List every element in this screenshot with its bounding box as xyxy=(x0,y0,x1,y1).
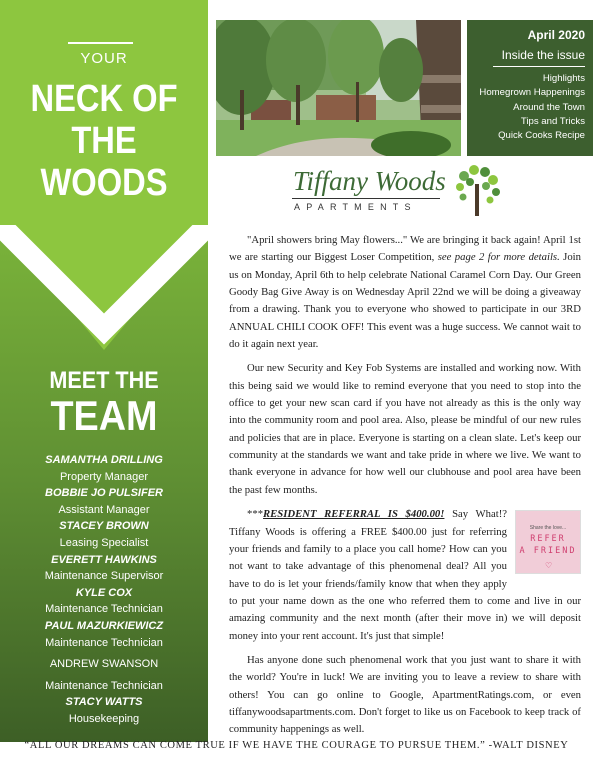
staff-name: PAUL MAZURKIEWICZ xyxy=(44,619,164,632)
p3-rest: Say What!? Tiffany Woods is offering a FREE $400.00 just for referring your friends and family to a place you call home? How can you not want to take advantage of this phenomenal deal? All you have to do is let your friends/family know that when they apply to put your name down as the one who referred them to come and live in our amazing community and the next month (after their move in) we will deposit money into your rent account. It's just that simple! xyxy=(229,508,581,642)
p1-italic: see page 2 for more details. xyxy=(437,251,560,264)
chevron-divider xyxy=(0,225,208,350)
logo-name: Tiffany Woods xyxy=(293,166,446,196)
staff-role: Maintenance Technician xyxy=(45,636,163,649)
staff-name: ANDREW SWANSON xyxy=(49,658,159,671)
article-paragraph-2: Our new Security and Key Fob Systems are installed and working now. With this being said we would like to remind everyone that you need to stop into the office to get your new scan card if you have not already as this is the only way into the community room and pool area. Also, please be mindful of our new rules and policies that are in place. Everyone is starting on a clean slate. Let's keep our community at the standards we want and take pride in where we live. We want to thank everyone in advance for how well our clubhouse and pool area have been the past few months. xyxy=(229,362,581,496)
logo-subtitle: APARTMENTS xyxy=(294,202,417,212)
masthead-title xyxy=(15,78,194,204)
team-heading xyxy=(0,368,208,438)
staff-role: Leasing Specialist xyxy=(59,536,149,549)
issue-rule xyxy=(493,66,585,67)
refer-badge-word-2: A FRIEND xyxy=(519,546,577,557)
staff-role: Housekeeping xyxy=(68,712,140,725)
refer-badge-word-1: REFER xyxy=(530,534,566,545)
heart-icon: ♡ xyxy=(545,561,553,571)
tiffany-woods-logo xyxy=(290,162,510,222)
p1-text-a: "April showers bring May flowers..." We are bringing it back again! April 1st we are starting our Biggest Loser Competition, xyxy=(229,234,581,264)
topic-item: Homegrown Happenings xyxy=(479,87,585,99)
staff-role: Maintenance Supervisor xyxy=(44,570,164,583)
refer-a-friend-badge xyxy=(515,510,581,574)
article-paragraph-4: Has anyone done such phenomenal work that you just want to share it with the world? You're in luck! We are inviting you to leave a review to share with others! You can go online to Google, ApartmentRatings.com, or even tiffanywoodsapartments.com. Don't forget to like us on Facebook to keep track of community happenings as well. xyxy=(229,653,581,736)
issue-box xyxy=(467,20,593,156)
refer-badge-small: Share the love... xyxy=(529,525,567,532)
staff-role: Maintenance Technician xyxy=(45,679,163,692)
article-body xyxy=(229,232,581,746)
p3-lead: RESIDENT REFERRAL IS $400.00! xyxy=(263,508,445,521)
team-list xyxy=(0,452,208,728)
topic-item: Tips and Tricks xyxy=(520,115,585,127)
topic-item: Around the Town xyxy=(513,101,585,113)
masthead-rule-top xyxy=(68,42,133,44)
staff-name: SAMANTHA DRILLING xyxy=(45,454,163,466)
tree-icon xyxy=(450,162,505,220)
team-heading-team: TEAM xyxy=(50,392,158,439)
masthead-block xyxy=(0,0,208,225)
topic-item: Highlights xyxy=(542,73,585,84)
staff-name: EVERETT HAWKINS xyxy=(51,553,157,566)
p1-text-b: Join us on Monday, April 6th to help celebrate National Caramel Corn Day. Our Green Goody Bag Give Away is on Wednesday April 22nd we will be doing a giveaway from a drawing. Thank you to everyone who showed to participate in our 3RD ANNUAL CHILI COOK OFF! This event was a huge success. We cannot wait to do it again next year. xyxy=(229,251,581,351)
team-heading-meet: MEET THE xyxy=(49,367,159,394)
inside-label: Inside the issue xyxy=(501,48,585,62)
staff-name: BOBBIE JO PULSIFER xyxy=(45,487,163,500)
p3-stars: *** xyxy=(247,508,264,521)
community-photo xyxy=(216,20,461,156)
article-paragraph-3 xyxy=(229,506,581,645)
footer-quote: “ALL OUR DREAMS CAN COME TRUE IF WE HAVE THE COURAGE TO PURSUE THEM.” -WALT DISNEY xyxy=(24,740,569,751)
article-paragraph-1 xyxy=(229,232,581,353)
staff-role: Assistant Manager xyxy=(58,503,150,516)
masthead-your: YOUR xyxy=(80,50,128,67)
staff-role: Property Manager xyxy=(59,470,149,483)
issue-month: April 2020 xyxy=(527,28,585,42)
staff-name: STACEY BROWN xyxy=(59,520,149,533)
topic-item: Quick Cooks Recipe xyxy=(498,130,585,142)
issue-topics xyxy=(479,72,585,143)
staff-role: Maintenance Technician xyxy=(45,603,163,616)
masthead-line-1: NECK OF xyxy=(30,78,178,120)
logo-rule xyxy=(292,198,440,199)
staff-name: STACY WATTS xyxy=(65,696,143,709)
masthead-line-2: THE WOODS xyxy=(40,120,168,204)
staff-name: KYLE COX xyxy=(75,586,133,599)
